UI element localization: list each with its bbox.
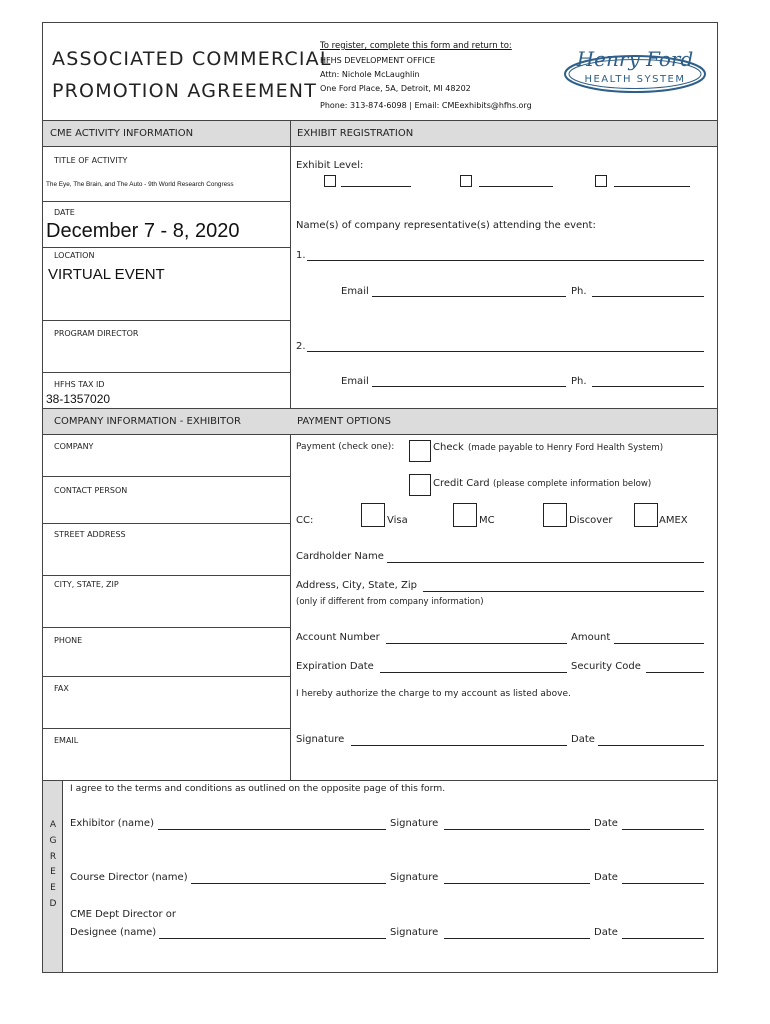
authorize-statement: I hereby authorize the charge to my account as listed above. — [296, 689, 571, 699]
course-director-signature-label: Signature — [390, 872, 439, 883]
course-director-date-label: Date — [594, 872, 618, 883]
account-number-label: Account Number — [296, 632, 380, 643]
company-section-title: COMPANY INFORMATION - EXHIBITOR — [54, 416, 241, 427]
exhibit-level-checkbox-3[interactable] — [595, 175, 607, 187]
exhibitor-date-field[interactable] — [622, 829, 704, 830]
section-bar-middle — [43, 408, 717, 435]
discover-label: Discover — [569, 515, 613, 526]
location-label: LOCATION — [54, 251, 95, 260]
henry-ford-logo — [560, 38, 710, 100]
exhibitor-name-field[interactable] — [158, 829, 386, 830]
activity-title-value: The Eye, The Brain, and The Auto - 9th World Research Congress — [46, 181, 234, 188]
exhibit-section-title: EXHIBIT REGISTRATION — [297, 128, 414, 139]
billing-address-field[interactable] — [423, 591, 704, 592]
form-title-line1: ASSOCIATED COMMERCIAL — [52, 48, 332, 70]
cme-director-date-field[interactable] — [622, 938, 704, 939]
logo-script-text: Henry Ford — [576, 47, 694, 71]
security-code-label: Security Code — [571, 661, 641, 672]
cardholder-name-field[interactable] — [387, 562, 704, 563]
visa-checkbox[interactable] — [361, 503, 385, 527]
tax-id-value: 38-1357020 — [46, 392, 111, 406]
phone-label: PHONE — [54, 636, 83, 645]
mc-checkbox[interactable] — [453, 503, 477, 527]
billing-address-note: (only if different from company information) — [296, 597, 484, 607]
tax-id-label: HFHS TAX ID — [54, 380, 105, 389]
credit-card-checkbox[interactable] — [409, 474, 431, 496]
expiration-date-field[interactable] — [380, 672, 567, 673]
discover-checkbox[interactable] — [543, 503, 567, 527]
register-note: To register, complete this form and return to: — [320, 41, 512, 51]
logo-sub-text: HEALTH SYSTEM — [584, 74, 686, 85]
office-attn: Attn: Nichole McLaughlin — [320, 70, 420, 79]
amex-checkbox[interactable] — [634, 503, 658, 527]
city-state-zip-label: CITY, STATE, ZIP — [54, 580, 119, 589]
exhibitor-name-label: Exhibitor (name) — [70, 818, 154, 829]
credit-card-note: (please complete information below) — [493, 479, 652, 489]
exhibit-level-checkbox-2[interactable] — [460, 175, 472, 187]
rep1-phone-field[interactable] — [592, 296, 704, 297]
amount-field[interactable] — [614, 643, 704, 644]
payment-date-field[interactable] — [598, 745, 704, 746]
payment-signature-field[interactable] — [351, 745, 567, 746]
visa-label: Visa — [387, 515, 408, 526]
agreed-vertical-text: A G R E E D — [49, 820, 57, 909]
cme-director-signature-label: Signature — [390, 927, 439, 938]
security-code-field[interactable] — [646, 672, 704, 673]
mc-label: MC — [479, 515, 495, 526]
contact-person-label: CONTACT PERSON — [54, 486, 128, 495]
representatives-label: Name(s) of company representative(s) attending the event: — [296, 220, 596, 231]
amex-label: AMEX — [659, 515, 688, 526]
form-title-line2: PROMOTION AGREEMENT — [52, 80, 317, 102]
cme-director-label-line1: CME Dept Director or — [70, 909, 176, 920]
cme-director-date-label: Date — [594, 927, 618, 938]
check-payment-checkbox[interactable] — [409, 440, 431, 462]
column-divider — [290, 120, 291, 780]
rep2-number: 2. — [296, 341, 306, 352]
rep1-number: 1. — [296, 250, 306, 261]
billing-address-label: Address, City, State, Zip — [296, 580, 417, 591]
company-label: COMPANY — [54, 442, 94, 451]
payment-check-one-label: Payment (check one): — [296, 442, 395, 452]
course-director-name-field[interactable] — [191, 883, 386, 884]
section-bar-top — [43, 120, 717, 147]
course-director-name-label: Course Director (name) — [70, 872, 188, 883]
exhibit-level-checkbox-1[interactable] — [324, 175, 336, 187]
check-note: (made payable to Henry Ford Health System) — [468, 443, 664, 453]
rep2-name-field[interactable] — [307, 351, 704, 352]
credit-card-label: Credit Card — [433, 478, 490, 489]
location-value: VIRTUAL EVENT — [48, 266, 165, 283]
activity-title-label: TITLE OF ACTIVITY — [54, 156, 128, 165]
exhibitor-signature-label: Signature — [390, 818, 439, 829]
date-label: DATE — [54, 208, 75, 217]
cme-director-label-line2: Designee (name) — [70, 927, 157, 938]
cc-label: CC: — [296, 515, 314, 526]
rep1-email-field[interactable] — [372, 296, 566, 297]
amount-label: Amount — [571, 632, 611, 643]
date-value: December 7 - 8, 2020 — [46, 220, 240, 242]
rep2-phone-field[interactable] — [592, 386, 704, 387]
cme-director-signature-field[interactable] — [444, 938, 590, 939]
course-director-date-field[interactable] — [622, 883, 704, 884]
payment-section-title: PAYMENT OPTIONS — [297, 416, 391, 427]
rep2-email-label: Email — [341, 376, 369, 387]
agreement-form — [42, 22, 718, 973]
rep1-name-field[interactable] — [307, 260, 704, 261]
street-address-label: STREET ADDRESS — [54, 530, 126, 539]
expiration-date-label: Expiration Date — [296, 661, 374, 672]
rep1-email-label: Email — [341, 286, 369, 297]
payment-date-label: Date — [571, 734, 595, 745]
cardholder-name-label: Cardholder Name — [296, 551, 384, 562]
course-director-signature-field[interactable] — [444, 883, 590, 884]
office-address: One Ford Place, 5A, Detroit, MI 48202 — [320, 84, 471, 93]
office-name: HFHS DEVELOPMENT OFFICE — [320, 56, 436, 65]
exhibitor-signature-field[interactable] — [444, 829, 590, 830]
cme-director-name-field[interactable] — [159, 938, 386, 939]
email-label: EMAIL — [54, 736, 79, 745]
rep2-phone-label: Ph. — [571, 376, 587, 387]
office-contact: Phone: 313-874-6098 | Email: CMEexhibits@hfhs.org — [320, 101, 532, 110]
rep2-email-field[interactable] — [372, 386, 566, 387]
program-director-label: PROGRAM DIRECTOR — [54, 329, 139, 338]
exhibitor-date-label: Date — [594, 818, 618, 829]
check-label: Check — [433, 442, 464, 453]
cme-section-title: CME ACTIVITY INFORMATION — [50, 128, 194, 139]
terms-statement: I agree to the terms and conditions as outlined on the opposite page of this form. — [70, 783, 446, 794]
payment-signature-label: Signature — [296, 734, 345, 745]
fax-label: FAX — [54, 684, 69, 693]
exhibit-level-label: Exhibit Level: — [296, 160, 364, 171]
rep1-phone-label: Ph. — [571, 286, 587, 297]
account-number-field[interactable] — [386, 643, 567, 644]
